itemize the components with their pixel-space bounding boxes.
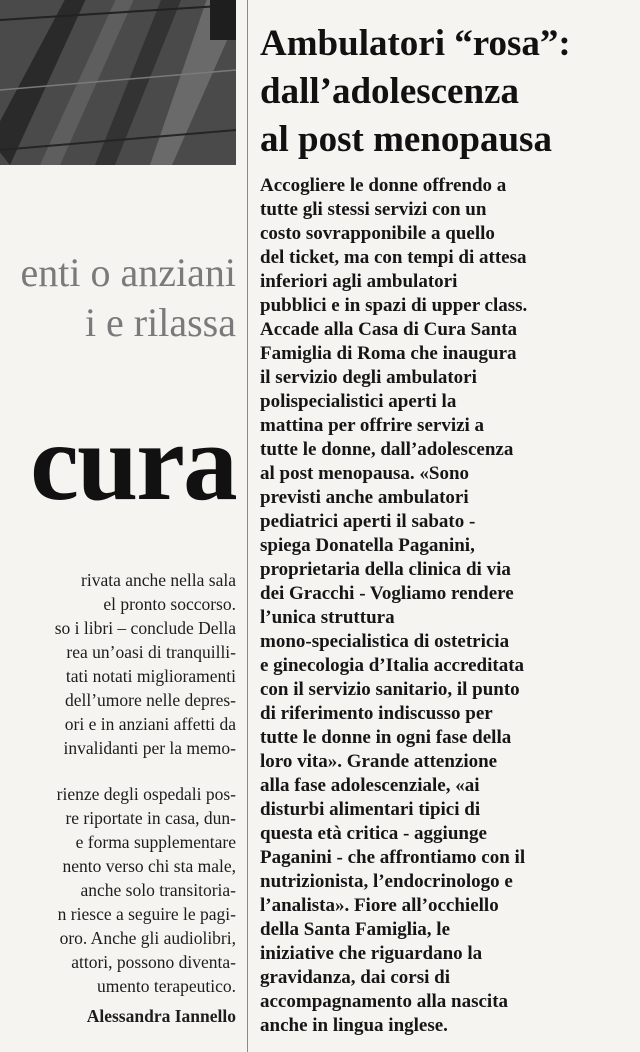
body-line: mono-specialistica di ostetricia	[260, 631, 510, 652]
body-line: pubblici e in spazi di upper class.	[260, 295, 528, 316]
body-line: n riesce a seguire le pagi-	[57, 904, 236, 924]
body-line: tutte gli stessi servizi con un	[260, 199, 487, 220]
body-line: tati notati miglioramenti	[65, 666, 236, 686]
article-photo	[0, 0, 236, 165]
body-line: tutte le donne in ogni fase della	[260, 727, 512, 748]
body-line: nento verso chi sta male,	[62, 856, 236, 876]
body-line: rienze degli ospedali pos-	[56, 784, 236, 804]
headline-line: dall’adolescenza	[260, 71, 519, 112]
paragraph-gap	[0, 760, 236, 782]
left-body-text	[0, 568, 236, 1028]
body-line: inferiori agli ambulatori	[260, 271, 458, 292]
body-line: rea un’oasi di tranquilli-	[66, 642, 236, 662]
body-line: tutte le donne, dall’adolescenza	[260, 439, 514, 460]
body-line: ori e in anziani affetti da	[64, 714, 236, 734]
body-line: l’unica struttura	[260, 607, 395, 628]
body-line: mattina per offrire servizi a	[260, 415, 485, 436]
author-byline: Alessandra Iannello	[86, 1006, 236, 1026]
body-line: anche solo transitoria-	[80, 880, 236, 900]
body-line: con il servizio sanitario, il punto	[260, 679, 520, 700]
body-line: il servizio degli ambulatori	[260, 367, 477, 388]
body-line: e forma supplementare	[75, 832, 236, 852]
body-line: iniziative che riguardano la	[260, 943, 483, 964]
body-line: del ticket, ma con tempi di attesa	[260, 247, 527, 268]
photo-texture-graphic	[0, 0, 236, 165]
body-line: pediatrici aperti il sabato -	[260, 511, 476, 532]
body-line: disturbi alimentari tipici di	[260, 799, 481, 820]
body-line: attori, possono diventa-	[71, 952, 236, 972]
body-line: di riferimento indiscusso per	[260, 703, 493, 724]
body-line: Accade alla Casa di Cura Santa	[260, 319, 518, 340]
body-line: anche in lingua inglese.	[260, 1015, 448, 1036]
body-line: gravidanza, dai corsi di	[260, 967, 451, 988]
body-line: al post menopausa. «Sono	[260, 463, 470, 484]
body-line: umento terapeutico.	[97, 976, 236, 996]
left-deck	[0, 248, 236, 348]
body-line: questa età critica - aggiunge	[260, 823, 487, 844]
body-line: el pronto soccorso.	[103, 594, 236, 614]
body-line: della Santa Famiglia, le	[260, 919, 450, 940]
article-body	[260, 174, 630, 1038]
deck-line: enti o anziani	[20, 250, 236, 295]
body-line: re riportate in casa, dun-	[65, 808, 236, 828]
body-line: Accogliere le donne offrendo a	[260, 175, 507, 196]
body-line: loro vita». Grande attenzione	[260, 751, 498, 772]
body-line: oro. Anche gli audiolibri,	[59, 928, 236, 948]
body-line: alla fase adolescenziale, «ai	[260, 775, 480, 796]
article-headline	[260, 20, 630, 164]
body-line: l’analista». Fiore all’occhiello	[260, 895, 499, 916]
body-line: Paganini - che affrontiamo con il	[260, 847, 526, 868]
body-line: costo sovrapponibile a quello	[260, 223, 495, 244]
body-line: accompagnamento alla nascita	[260, 991, 509, 1012]
left-headline-word: cura	[30, 402, 236, 522]
body-line: e ginecologia d’Italia accreditata	[260, 655, 525, 676]
body-line: polispecialistici aperti la	[260, 391, 457, 412]
body-line: rivata anche nella sala	[81, 570, 236, 590]
body-line: Famiglia di Roma che inaugura	[260, 343, 517, 364]
body-line: dei Gracchi - Vogliamo rendere	[260, 583, 514, 604]
body-line: previsti anche ambulatori	[260, 487, 469, 508]
headline-line: al post menopausa	[260, 119, 552, 160]
deck-line: i e rilassa	[84, 300, 236, 345]
body-line: so i libri – conclude Della	[54, 618, 236, 638]
body-line: invalidanti per la memo-	[63, 738, 236, 758]
column-divider	[247, 0, 248, 1052]
body-line: proprietaria della clinica di via	[260, 559, 511, 580]
body-line: nutrizionista, l’endocrinologo e	[260, 871, 513, 892]
body-line: dell’umore nelle depres-	[64, 690, 236, 710]
headline-line: Ambulatori “rosa”:	[260, 23, 571, 64]
body-line: spiega Donatella Paganini,	[260, 535, 475, 556]
